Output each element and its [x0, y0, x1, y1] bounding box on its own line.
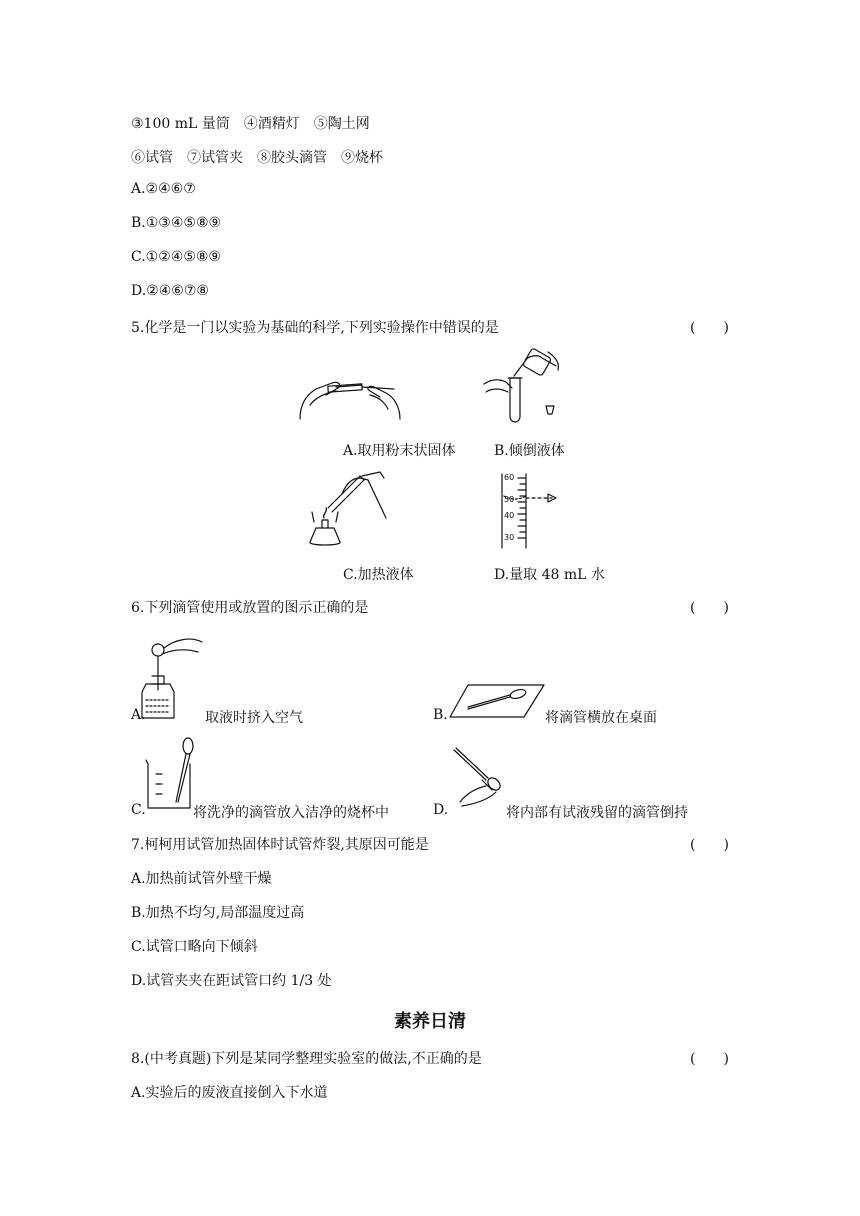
- q6-figure-d-dropper-inverted: [452, 746, 512, 808]
- q5-cylinder-tick-40: 40: [504, 511, 515, 520]
- q7-option-a: A.加热前试管外壁干燥: [131, 871, 272, 887]
- q5-cylinder-tick-30: 30: [504, 533, 515, 542]
- q6-label-c: C.: [131, 802, 146, 818]
- q6-stem: 6.下列滴管使用或放置的图示正确的是: [131, 600, 369, 616]
- q6-text-d: 将内部有试液残留的滴管倒持: [506, 805, 688, 821]
- q6-text-c: 将洗净的滴管放入洁净的烧杯中: [193, 805, 389, 821]
- q5-cylinder-tick-50: 50: [504, 495, 515, 504]
- q6-answer-paren: ( ): [690, 600, 729, 616]
- q6-text-a: 取液时挤入空气: [205, 710, 303, 726]
- section-title: 素养日清: [394, 1011, 466, 1032]
- q6-figure-a-dropper-bottle: [140, 630, 210, 722]
- q8-answer-paren: ( ): [690, 1051, 729, 1067]
- q6-figure-c-dropper-in-beaker: [146, 736, 196, 812]
- q5-stem: 5.化学是一门以实验为基础的科学,下列实验操作中错误的是: [131, 320, 499, 336]
- q5-figure-d-cylinder: [490, 472, 570, 550]
- q4-option-d: D.②④⑥⑦⑧: [131, 283, 209, 299]
- q5-caption-d: D.量取 48 mL 水: [494, 567, 605, 583]
- q7-option-b: B.加热不均匀,局部温度过高: [131, 905, 305, 921]
- q8-option-a: A.实验后的废液直接倒入下水道: [131, 1085, 328, 1101]
- q5-caption-a: A.取用粉末状固体: [343, 443, 456, 459]
- q7-option-d: D.试管夹夹在距试管口约 1/3 处: [131, 973, 332, 989]
- q4-option-b: B.①③④⑤⑧⑨: [131, 215, 222, 231]
- q8-stem: 8.(中考真题)下列是某同学整理实验室的做法,不正确的是: [131, 1051, 482, 1067]
- q5-caption-c: C.加热液体: [343, 567, 414, 583]
- q7-stem: 7.柯柯用试管加热固体时试管炸裂,其原因可能是: [131, 837, 429, 853]
- q4-option-c: C.①②④⑤⑧⑨: [131, 249, 221, 265]
- q6-text-b: 将滴管横放在桌面: [545, 710, 657, 726]
- q7-option-c: C.试管口略向下倾斜: [131, 939, 258, 955]
- q7-answer-paren: ( ): [690, 837, 729, 853]
- q4-line-1: ③100 mL 量筒 ④酒精灯 ⑤陶土网: [131, 116, 370, 132]
- q5-figure-a-powder: [296, 375, 406, 425]
- q5-figure-b-pour: [480, 348, 570, 428]
- q6-label-d: D.: [433, 802, 449, 818]
- q4-line-2: ⑥试管 ⑦试管夹 ⑧胶头滴管 ⑨烧杯: [131, 150, 383, 166]
- q6-label-a: A.: [131, 707, 146, 723]
- q5-cylinder-tick-60: 60: [504, 473, 515, 482]
- q5-answer-paren: ( ): [690, 320, 729, 336]
- q4-option-a: A.②④⑥⑦: [131, 181, 196, 197]
- q6-figure-b-dropper-on-table: [448, 683, 544, 719]
- q6-label-b: B.: [433, 707, 448, 723]
- q5-figure-c-heating: [300, 468, 390, 550]
- q5-caption-b: B.倾倒液体: [494, 443, 565, 459]
